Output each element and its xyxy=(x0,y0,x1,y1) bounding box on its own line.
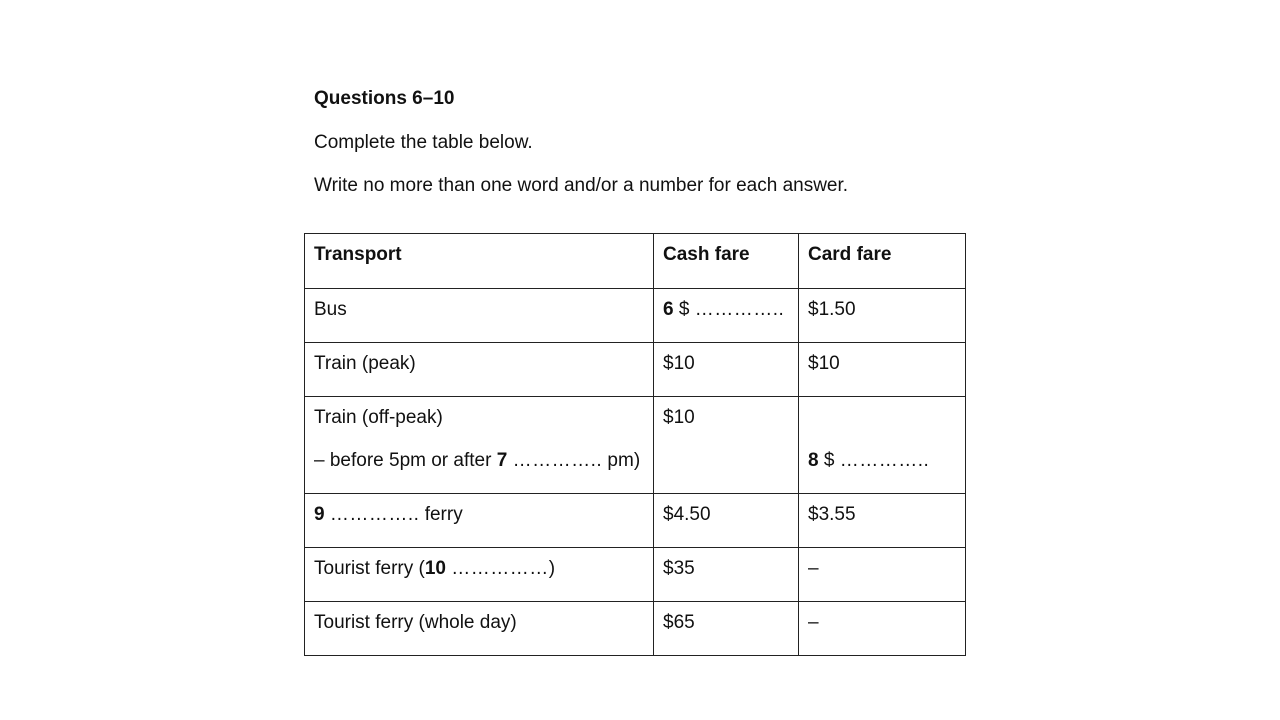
instruction-word-limit: Write no more than one word and/or a number for each answer. xyxy=(314,175,849,196)
transport-cell: Train (peak) xyxy=(305,343,654,397)
answer-blank[interactable]: ………….. xyxy=(329,504,420,525)
transport-cell: Tourist ferry (whole day) xyxy=(305,602,654,656)
card-fare-cell: $1.50 xyxy=(799,289,966,343)
card-fare-cell: – xyxy=(799,602,966,656)
question-number: 7 xyxy=(496,450,508,471)
cash-fare-cell: $65 xyxy=(654,602,799,656)
question-number: 10 xyxy=(424,558,446,579)
table-row xyxy=(305,289,966,343)
transport-cell xyxy=(305,548,654,602)
transport-detail xyxy=(314,450,644,472)
detail-suffix: pm) xyxy=(607,450,641,471)
table-row xyxy=(305,602,966,656)
transport-suffix: ferry xyxy=(424,504,463,525)
transport-cell xyxy=(305,397,654,494)
detail-prefix: – before 5pm or after xyxy=(314,450,492,471)
transport-cell xyxy=(305,494,654,548)
header-transport: Transport xyxy=(305,234,654,289)
card-fare-cell: $3.55 xyxy=(799,494,966,548)
card-fare-cell: – xyxy=(799,548,966,602)
card-fare-cell xyxy=(799,397,966,494)
question-number: 8 xyxy=(808,450,819,471)
transport-prefix: Tourist ferry ( xyxy=(314,558,425,579)
transport-suffix: ) xyxy=(548,558,556,579)
question-number: 9 xyxy=(314,504,325,525)
table-row xyxy=(305,343,966,397)
questions-heading: Questions 6–10 xyxy=(314,88,455,109)
answer-blank[interactable]: …………… xyxy=(451,558,549,579)
currency-symbol: $ xyxy=(823,450,835,471)
cash-fare-cell: $35 xyxy=(654,548,799,602)
table-header-row xyxy=(305,234,966,289)
transport-cell: Bus xyxy=(305,289,654,343)
answer-blank[interactable]: ………….. xyxy=(694,299,785,320)
transport-label: Train (off-peak) xyxy=(314,407,443,428)
answer-blank[interactable]: ………….. xyxy=(839,450,930,471)
header-cash-fare: Cash fare xyxy=(654,234,799,289)
card-fare-answer xyxy=(808,450,956,472)
cash-fare-cell: $4.50 xyxy=(654,494,799,548)
cash-fare-cell: $10 xyxy=(654,397,799,494)
card-fare-cell: $10 xyxy=(799,343,966,397)
question-number: 6 xyxy=(663,299,674,320)
cash-fare-cell: $10 xyxy=(654,343,799,397)
cash-fare-cell xyxy=(654,289,799,343)
answer-blank[interactable]: ………….. xyxy=(512,450,603,471)
table-row xyxy=(305,494,966,548)
header-card-fare: Card fare xyxy=(799,234,966,289)
table-row xyxy=(305,548,966,602)
table-row xyxy=(305,397,966,494)
fares-table xyxy=(304,233,966,656)
instruction-complete-table: Complete the table below. xyxy=(314,132,533,153)
currency-symbol: $ xyxy=(678,299,690,320)
